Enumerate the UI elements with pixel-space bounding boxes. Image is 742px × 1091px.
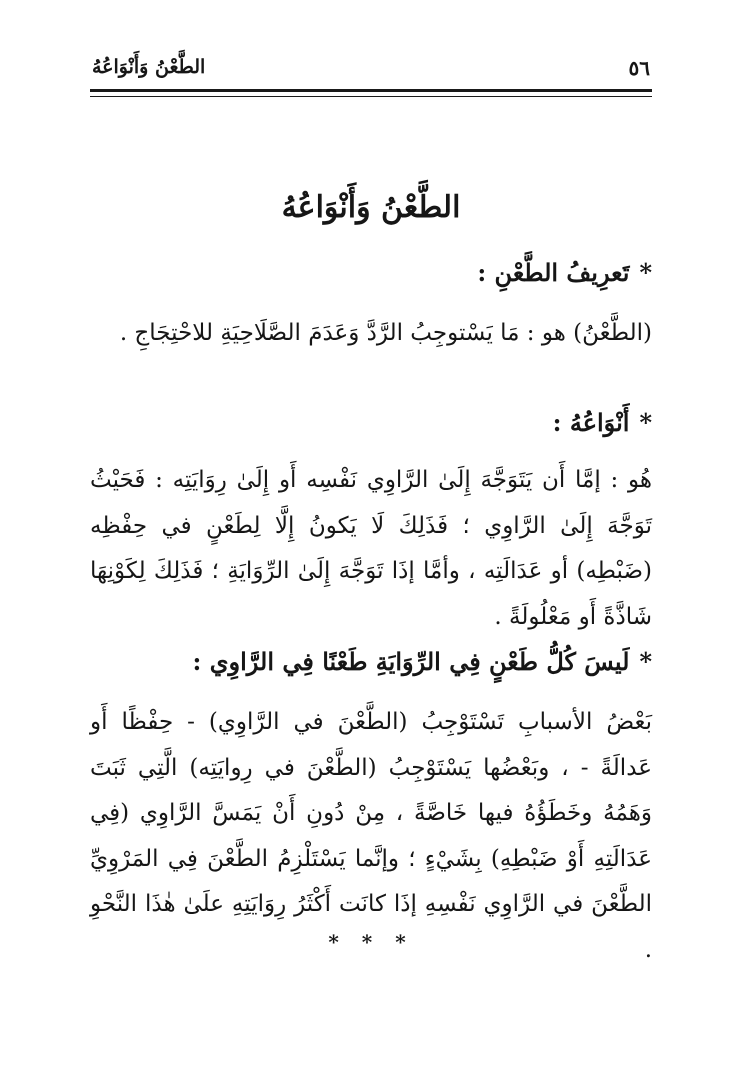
asterisk-marker: *	[639, 258, 652, 287]
paragraph-types: هُو : إمَّا أَن يَتَوَجَّهَ إِلَىٰ الرَّاوِي نَفْسِه أَو إِلَىٰ رِوَايَتِه : فَحَيْثُ تَوَجَّهَ إِلَىٰ الرَّاوِي ؛ فَذَلِكَ لَا يَكونُ إِلَّا لِطَعْنٍ في حِفْظِه (ضَبْطِه) أو عَدَالَتِه ، وأمَّا إذَا تَوَجَّهَ إِلَىٰ الرِّوَايَةِ ؛ فَذَلِكَ لِكَوْنِهَا شَاذَّةً أَو مَعْلُولَةً .	[90, 467, 652, 630]
header-rule-thin	[90, 96, 652, 97]
heading-text: تَعرِيفُ الطَّعْنِ :	[477, 258, 630, 287]
running-title: الطَّعْنُ وَأَنْوَاعُهُ	[92, 56, 206, 78]
heading-text: أَنْوَاعُهُ :	[552, 408, 630, 437]
asterisk-marker: *	[639, 408, 652, 437]
heading-text: لَيسَ كُلُّ طَعْنٍ فِي الرِّوَايَةِ طَعْنًا فِي الرَّاوِي :	[192, 647, 630, 676]
section-heading-types	[90, 403, 652, 443]
section-heading-not-every-criticism	[90, 642, 652, 682]
page-number: ٥٦	[628, 56, 650, 80]
paragraph-not-every-criticism: بَعْضُ الأسبابِ تَسْتَوْجِبُ (الطَّعْنَ في الرَّاوِي) - حِفْظًا أَو عَدالَةً - ، وبَعْضُها يَسْتَوْجِبُ (الطَّعْنَ في رِوايَتِه) الَّتِي ثَبَتَ وَهَمُهُ وخَطَؤُهُ فيها خَاصَّةً ، مِنْ دُونِ أَنْ يَمَسَّ الرَّاوِي (فِي عَدَالَتِهِ أَوْ ضَبْطِهِ) بِشَيْءٍ ؛ وإنَّما يَسْتَلْزِمُ الطَّعْنَ فِي المَرْوِيِّ الطَّعْنَ في الرَّاوِي نَفْسِهِ إذَا كانَت أَكْثَرُ رِوَايَتِهِ علَىٰ هٰذَا النَّحْوِ .	[90, 709, 652, 963]
header-rule-thick	[90, 89, 652, 92]
chapter-title: الطَّعْنُ وَأَنْوَاعُهُ	[281, 190, 461, 225]
running-header	[92, 52, 650, 82]
asterisk-marker: *	[639, 647, 652, 676]
section-separator: * * *	[328, 930, 414, 954]
section-heading-definition	[90, 253, 652, 293]
paragraph-definition: (الطَّعْنُ) هو : مَا يَسْتوجِبُ الرَّدَّ وَعَدَمَ الصَّلَاحِيَةِ للاحْتِجَاجِ .	[119, 320, 652, 346]
